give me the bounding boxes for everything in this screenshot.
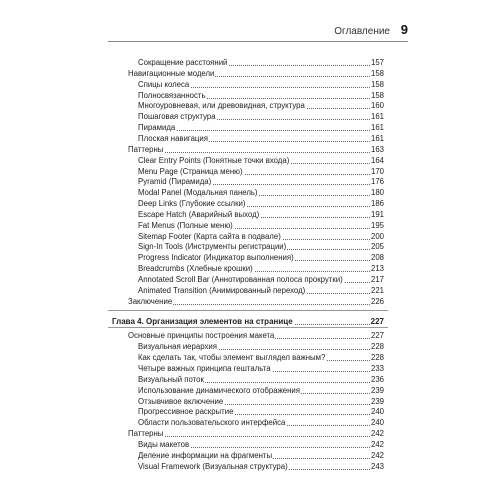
toc-page-number: 157 [370, 58, 384, 67]
toc-entry-title: Плоская навигация [138, 133, 208, 143]
toc-entry-title: Отзывчивое включение [138, 396, 224, 406]
toc-entry-title: Спицы колеса [138, 79, 190, 89]
toc-page-number: 228 [370, 342, 384, 352]
toc-entry-title: Полносвязанность [138, 90, 206, 100]
toc-page-number: 242 [370, 429, 384, 439]
toc-page-number: 161 [370, 112, 384, 122]
toc-entry-title: Сокращение расстояний [138, 58, 228, 67]
toc-entry-title: Progress Indicator (Индикатор выполнения) [138, 253, 294, 263]
toc-page-number: 239 [370, 385, 384, 395]
toc-entry-title: Паттерны [128, 429, 164, 439]
toc-page-number: 242 [370, 450, 384, 460]
toc-page-number: 240 [370, 418, 384, 428]
toc-page-number: 163 [370, 144, 384, 154]
toc-entry-title: Sitemap Footer (Карта сайта в подвале) [138, 231, 281, 241]
toc-page-number: 158 [370, 68, 384, 78]
toc-entry[interactable] [138, 461, 384, 472]
toc-entry-title: Виды макетов [138, 439, 190, 449]
toc-entry-title: Многоуровневая, или древовидная, структура [138, 101, 305, 111]
toc-entry-title: Четыре важных принципа гештальта [138, 363, 271, 373]
section-divider [108, 310, 388, 311]
toc-entry-title: Deep Links (Глубокие ссылки) [138, 199, 246, 209]
toc-page-number: 226 [370, 296, 384, 306]
toc-page-number: 217 [370, 275, 384, 284]
toc-entry-title: Animated Transition (Анимированный переход) [138, 285, 306, 295]
toc-page-number: 236 [370, 374, 384, 384]
toc-entry-title: Пирамида [138, 123, 176, 133]
toc-entry-title: Глава 4. Организация элементов на странице [112, 316, 293, 326]
toc-entry-title: Annotated Scroll Bar (Аннотированная полоса прокрутки) [138, 275, 343, 284]
toc-page-number: 208 [370, 253, 384, 263]
toc-entry-title: Деление информации на фрагменты [138, 450, 273, 460]
toc-page-number: 160 [370, 101, 384, 111]
toc-page-number: 170 [370, 166, 384, 176]
toc-entry-title: Паттерны [128, 144, 164, 154]
toc-entry-title: Pyramid (Пирамида) [138, 177, 212, 187]
toc-entry-title: Навигационные модели [128, 68, 215, 78]
toc-entry-title: Основные принципы построения макета [128, 331, 275, 341]
toc-page-number: 239 [370, 396, 384, 406]
toc-entry-title: Visual Framework (Визуальная структура) [138, 461, 288, 471]
toc-entry-title: Escape Hatch (Аварийный выход) [138, 209, 260, 219]
toc-entry-title: Использование динамического отображения [138, 385, 301, 395]
toc-entry-title: Визуальный поток [138, 374, 204, 384]
toc-page-number: 233 [370, 363, 384, 373]
toc-page-number: 200 [370, 231, 384, 241]
toc-page-number: 213 [370, 264, 384, 274]
toc-entry-title: Sign-In Tools (Инструменты регистрации) [138, 242, 287, 252]
toc-entry-title: Пошаговая структура [138, 112, 216, 122]
toc-page-number: 180 [370, 188, 384, 198]
toc-page-number: 186 [370, 199, 384, 209]
toc-entry-title: Заключение [128, 296, 173, 306]
toc-page-number: 228 [370, 353, 384, 363]
toc-entry-title: Menu Page (Страница меню) [138, 166, 243, 176]
toc-page-number: 164 [370, 155, 384, 165]
toc-page-number: 158 [370, 90, 384, 100]
toc-page-number: 221 [370, 285, 384, 295]
toc-entry-title: Modal Panel (Модальная панель) [138, 188, 258, 198]
running-header-title: Оглавление [334, 26, 390, 37]
toc-page-number: 158 [370, 79, 384, 89]
toc-entry-title: Визуальная иерархия [138, 342, 217, 352]
toc-page-number: 191 [370, 209, 384, 219]
toc-page-number: 242 [370, 439, 384, 449]
toc-entry-title: Прогрессивное раскрытие [138, 407, 234, 417]
toc-entry-title: Области пользовательского интерфейса [138, 418, 286, 428]
toc-page-number: 243 [370, 461, 384, 471]
toc-entry-title: Clear Entry Points (Понятные точки входа) [138, 155, 290, 165]
toc-entry[interactable] [112, 316, 384, 327]
toc-page-number: 227 [370, 331, 384, 341]
toc-entry-title: Breadcrumbs (Хлебные крошки) [138, 264, 253, 274]
toc-page-number: 227 [370, 316, 384, 326]
toc-entry[interactable] [128, 296, 384, 307]
toc-page-number: 161 [370, 123, 384, 133]
toc-page-number: 176 [370, 177, 384, 187]
toc-entry-title: Как сделать так, чтобы элемент выглядел важным? [138, 353, 326, 363]
toc-page-number: 161 [370, 133, 384, 143]
toc-page-number: 195 [370, 220, 384, 230]
toc-page-number: 240 [370, 407, 384, 417]
page-number: 9 [400, 22, 408, 37]
toc-page-number: 205 [370, 242, 384, 252]
toc-entry-title: Fat Menus (Полные меню) [138, 220, 233, 230]
